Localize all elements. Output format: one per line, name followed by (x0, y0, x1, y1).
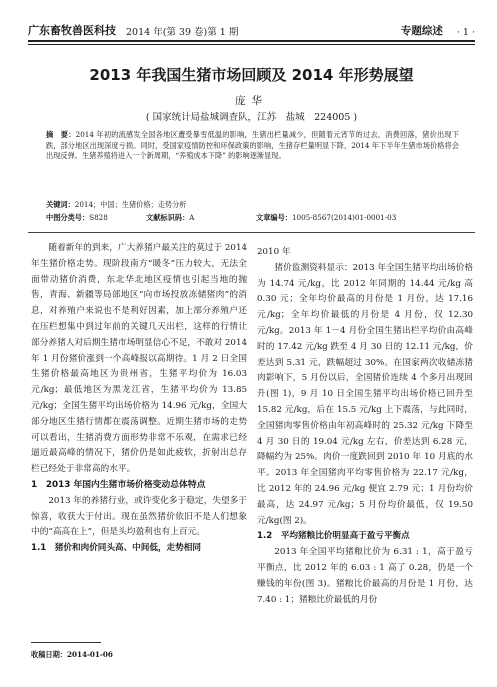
abstract-label: 摘 要： (46, 130, 76, 139)
doc-code-value: A (189, 213, 195, 222)
paragraph: 猪价监测资料显示：2013 年全国生猪平均出场价格为 14.74 元/kg，比 2012 年同期的 14.44 元/kg 高 0.30 元；全年均价最高的月份是 1 月份，达 17.16 元/kg；全年均价最低的月份是 4 月份，仅 12.30 元/kg。2013 年 1－4 月份全国生猪出栏平均价由高峰时的 17.42 元/kg 跌至 4 月 30 日的 12.11 元/kg，价差达到 5.31 元，跌幅超过 30%。在国家两次收储冻猪肉影响下，5 月份以后，全国猪价连续 4 个多月出现回升(图 1)，9 月 10 日全国生猪平均出场价格已回升至 15.82 元/kg，后在 15.5 元/kg 上下震荡，与此同时，全国猪肉零售价格由年初高峰时的 25.32 元/kg 下降至 4 月 30 日的 19.04 元/kg 左右，价差达到 6.28 元，降幅约为 25%。肉价一度跌回到 2010 年 10 月底的水平。2013 年全国猪肉平均零售价格为 22.17 元/kg，比 2012 年的 24.96 元/kg 便宜 2.79 元；1 月份均价最高，达 24.97 元/kg；5 月份均价最低，仅 19.50 元/kg(图 2)。 (257, 262, 474, 526)
right-column (257, 245, 473, 608)
abstract (46, 130, 459, 162)
year-heading: 2010 年 (257, 247, 291, 257)
keywords-label: 关键词： (46, 200, 75, 209)
header-rule-thick (28, 40, 475, 42)
article-no-block (256, 213, 396, 223)
clc-label: 中图分类号： (46, 213, 90, 222)
section-divider (28, 232, 475, 233)
section-heading: 1 2013 年国内生猪市场价格变动总体特点 (31, 479, 206, 490)
article-no-label: 文章编号： (256, 213, 292, 222)
received-date: 收稿日期：2014-01-06 (31, 650, 113, 659)
doc-code-block (146, 213, 256, 223)
classification-line (46, 213, 459, 223)
header-rule-thin (28, 44, 475, 45)
paragraph: 随着新年的到来，广大养猪户最关注的莫过于 2014 年生猪价格走势。现阶段南方“暖冬”压力较大，无法全面带动猪价消费，东北华北地区疫情也引起当地的抛售，青海、新疆等局部地区“向市场投放冻储猪肉”的消息，对养殖户来说也不是利好因素，加上部分养殖户还在压栏想集中到过年前的关键几天出栏，这样的行情让部分养猪人对后期生猪市场明显信心不足，不敢对 2014 年 1 月份猪价涨到一个高峰报以高期待。1 月 2 日全国生猪价格最高地区为贵州省，生猪平均价为 16.03 元/kg；最低地区为黑龙江省，生猪平均价为 13.85 元/kg；全国生猪平均出场价格为 14.96 元/kg，全国大部分地区生猪行情都在震荡调整。近期生猪市场的走势可以看出，生猪消费方面形势非常不乐观，在需求已经逼近最高峰的情况下，猪价仍是如此疲软，折射出总存栏已经处于非常高的水平。 (31, 243, 248, 475)
abstract-text: 2014 年初的流感发全国各地区遭受暴雪低温的影响，生猪出栏量减少，但随着元宵节的过去，消费回落，猪价出现下跌，部分地区出现深度亏损。同时，受国家疫情防控和环保政策的影响，生猪存栏量明显下降，2014 年下半年生猪市场价格将会出现反弹。生猪养殖将进入一个新周期，“养殖成本下降” 的影响逐渐显现。 (46, 130, 459, 160)
keywords (46, 200, 459, 210)
article-no-value: 1005-8567(2014)01-0001-03 (291, 213, 397, 222)
affiliation: ( 国家统计局盐城调查队，江苏 盐城 224005 ) (145, 112, 358, 123)
paragraph: 2013 年的养猪行业，或许变化多于稳定，失望多于惊喜，收获大于付出。现在虽然猪价依旧不是人们想象中的“高高在上”，但是头均盈利也有上百元。 (31, 495, 248, 538)
author: 庞华 (235, 95, 268, 107)
journal-issue: 2014 年(第 39 卷)第 1 期 (126, 27, 239, 38)
subsection-heading: 1.2 平均猪粮比价明显高于盈亏平衡点 (257, 531, 410, 542)
left-column (31, 241, 247, 557)
doc-code-label: 文献标识码： (146, 213, 190, 222)
clc-block (46, 213, 146, 223)
running-header (28, 20, 475, 38)
journal-name: 广东畜牧兽医科技 (28, 24, 116, 37)
section-name: 专题综述 (400, 25, 443, 37)
keywords-text: 2014；中国；生猪价格；走势分析 (74, 200, 187, 209)
clc-value: S828 (89, 213, 108, 222)
article-title: 2013 年我国生猪市场回顾及 2014 年形势展望 (89, 66, 414, 84)
footnote-rule (31, 642, 101, 643)
page-number: · 1 · (456, 27, 475, 38)
paragraph: 2013 年全国平均猪粮比价为 6.31 : 1，高于盈亏平衡点，比 2012 年的 6.03 : 1 高了 0.28，仍是一个赚钱的年份(图 3)。猪粮比价最高的月份是 1 月份，达 7.40 : 1；猪粮比价最低的月份 (257, 547, 473, 605)
subsection-heading: 1.1 猪价和肉价同头高、中间低，走势相同 (31, 543, 201, 554)
